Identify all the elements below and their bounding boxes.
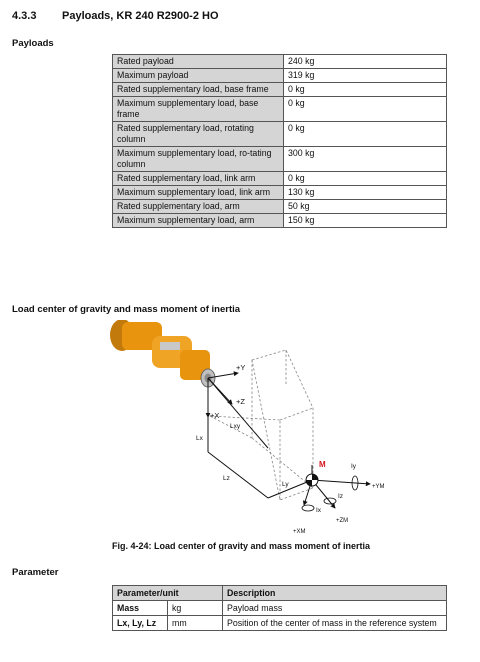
payload-label: Rated supplementary load, rotating column (113, 122, 284, 147)
load-vectors (208, 373, 370, 508)
table-row (113, 214, 447, 228)
parameter-table (112, 585, 447, 631)
section-number: 4.3.3 (12, 10, 37, 22)
table-row (113, 616, 447, 631)
param-name: Lx, Ly, Lz (113, 616, 168, 631)
figure-caption: Fig. 4-24: Load center of gravity and mass moment of inertia (112, 541, 371, 551)
payload-label: Maximum supplementary load, ro-tating column (113, 147, 284, 172)
table-row (113, 186, 447, 200)
param-description: Position of the center of mass in the reference system (223, 616, 447, 631)
header-description: Description (223, 586, 447, 601)
payload-value: 150 kg (284, 214, 447, 228)
parameter-table-header (113, 586, 447, 601)
payload-label: Maximum payload (113, 69, 284, 83)
param-description: Payload mass (223, 601, 447, 616)
label-iz: Iz (338, 493, 344, 500)
table-row (113, 83, 447, 97)
param-unit: mm (168, 616, 223, 631)
table-row (113, 172, 447, 186)
table-row (113, 97, 447, 122)
load-center-figure (100, 320, 400, 538)
label-plus-x: +X (210, 411, 220, 420)
label-plus-z: +Z (236, 397, 245, 406)
parameter-heading: Parameter (12, 567, 59, 578)
label-plus-zm: +ZM (336, 518, 349, 524)
payload-label: Rated payload (113, 55, 284, 69)
table-row (113, 122, 447, 147)
table-row (113, 147, 447, 172)
label-plus-y: +Y (236, 363, 246, 372)
label-lxy: Lxy (230, 423, 241, 430)
load-center-diagram (100, 320, 400, 538)
robot-wrist-illustration (110, 320, 215, 387)
payload-label: Rated supplementary load, base frame (113, 83, 284, 97)
section-heading (12, 10, 219, 22)
table-row (113, 200, 447, 214)
label-ly: Ly (282, 481, 289, 488)
payload-label: Maximum supplementary load, base frame (113, 97, 284, 122)
payloads-heading: Payloads (12, 38, 54, 49)
payload-value: 0 kg (284, 122, 447, 147)
load-center-heading: Load center of gravity and mass moment of inertia (12, 304, 241, 315)
payload-value: 50 kg (284, 200, 447, 214)
table-row (113, 55, 447, 69)
payload-value: 0 kg (284, 97, 447, 122)
section-title: Payloads, KR 240 R2900-2 HO (62, 10, 219, 22)
payload-value: 0 kg (284, 172, 447, 186)
table-row (113, 69, 447, 83)
mass-center-icon (306, 474, 318, 486)
payload-value: 0 kg (284, 83, 447, 97)
label-lz: Lz (223, 475, 230, 482)
label-plus-ym: +YM (372, 484, 385, 490)
label-m: M (319, 460, 326, 469)
label-plus-xm: +XM (293, 529, 306, 535)
payload-label: Rated supplementary load, arm (113, 200, 284, 214)
payloads-table (112, 54, 447, 228)
payload-value: 319 kg (284, 69, 447, 83)
payload-label: Rated supplementary load, link arm (113, 172, 284, 186)
param-name: Mass (113, 601, 168, 616)
label-iy: Iy (351, 463, 357, 470)
table-row (113, 601, 447, 616)
payload-label: Maximum supplementary load, arm (113, 214, 284, 228)
param-unit: kg (168, 601, 223, 616)
payload-value: 130 kg (284, 186, 447, 200)
label-lx: Lx (196, 435, 203, 442)
payload-label: Maximum supplementary load, link arm (113, 186, 284, 200)
payload-value: 300 kg (284, 147, 447, 172)
label-ix: Ix (316, 507, 322, 514)
header-parameter-unit: Parameter/unit (113, 586, 223, 601)
payload-value: 240 kg (284, 55, 447, 69)
